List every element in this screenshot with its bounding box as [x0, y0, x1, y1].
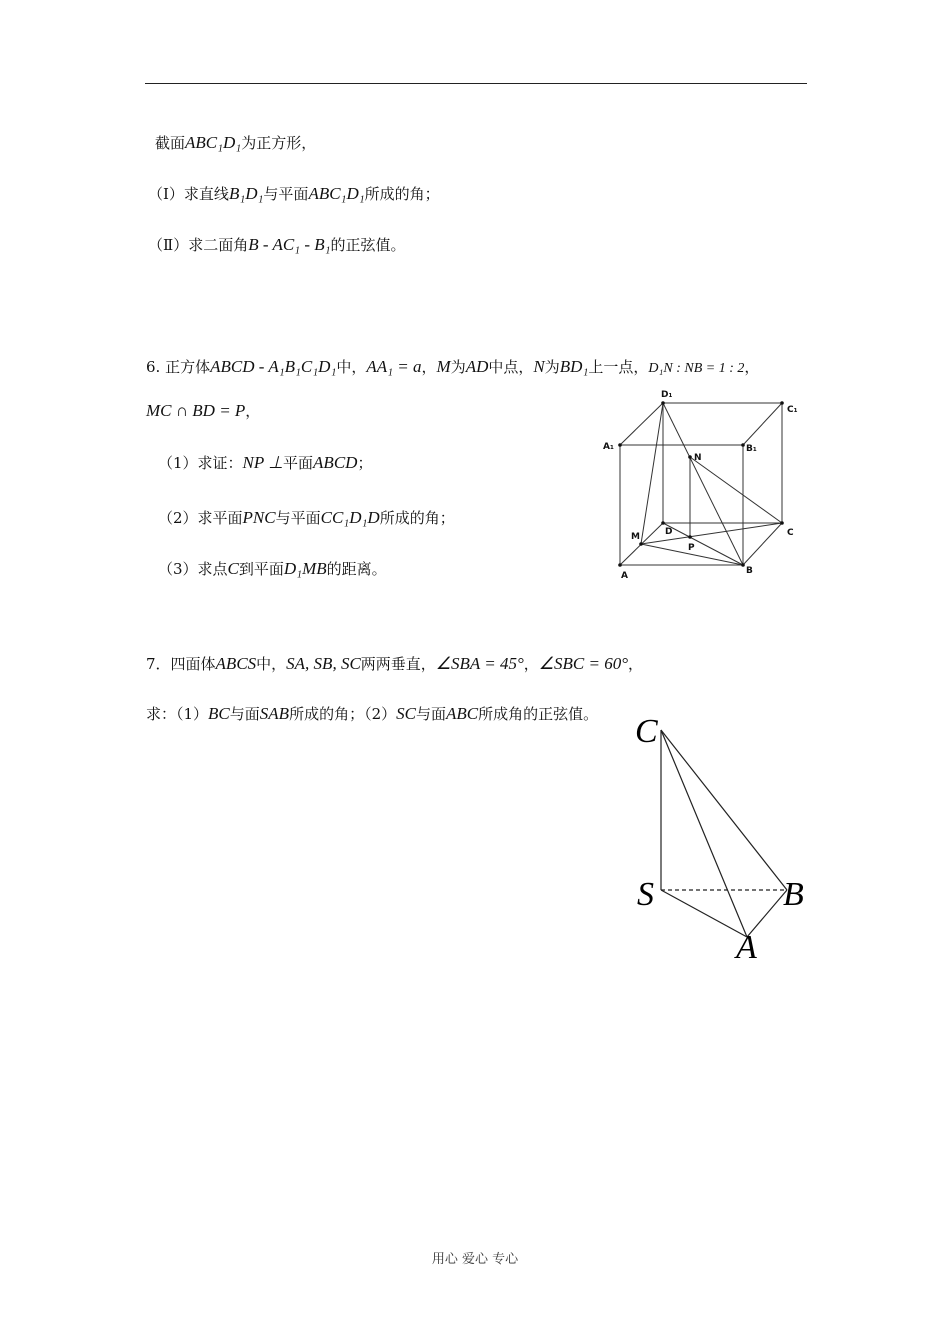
tetra-label-s: S	[637, 876, 654, 913]
p6-question-1: （1）求证：NP ⊥平面ABCD；	[158, 453, 373, 472]
cube-label-b1: B₁	[746, 444, 757, 454]
cube-label-m: M	[631, 532, 640, 542]
header-rule	[145, 83, 807, 84]
tetra-label-c: C	[635, 715, 658, 750]
cube-label-d: D	[665, 527, 673, 537]
p6-question-2: （2）求平面PNC与平面CC₁D₁D所成的角；	[158, 508, 455, 527]
cube-label-n: N	[694, 453, 702, 463]
cube-label-d1: D₁	[661, 390, 673, 400]
cube-label-p: P	[688, 543, 695, 553]
cube-label-a1: A₁	[603, 442, 614, 452]
cube-label-a: A	[621, 571, 628, 581]
tetrahedron-figure	[625, 715, 825, 970]
tetra-label-a: A	[736, 929, 757, 966]
cube-label-b: B	[746, 566, 753, 576]
p6-question-3: （3）求点C到平面D₁MB的距离。	[158, 559, 387, 578]
cube-figure	[595, 385, 815, 585]
p7-questions: 求：（1）BC与面SAB所成的角；（2）SC与面ABC所成角的正弦值。	[146, 704, 599, 723]
p5-question-1: （Ⅰ）求直线B₁D₁与平面ABC₁D₁所成的角；	[148, 184, 440, 203]
cube-label-c1: C₁	[787, 405, 798, 415]
page-footer: 用心 爱心 专心	[431, 1252, 519, 1267]
p5-line-section: 截面ABC₁D₁为正方形，	[155, 133, 317, 152]
tetra-label-b: B	[783, 876, 804, 913]
p5-question-2: （Ⅱ）求二面角B - AC₁ - B₁的正弦值。	[148, 235, 406, 254]
p6-condition: MC ∩ BD = P，	[146, 401, 261, 420]
p6-heading: 6. 正方体ABCD - A₁B₁C₁D₁中，AA₁ = a，M为AD中点，N为BD₁上一点，D₁N : NB = 1 : 2，	[146, 357, 760, 376]
p7-heading: 7．四面体ABCS中，SA, SB, SC两两垂直，∠SBA = 45°，∠SBC = 60°，	[146, 654, 644, 673]
cube-label-c: C	[787, 528, 794, 538]
